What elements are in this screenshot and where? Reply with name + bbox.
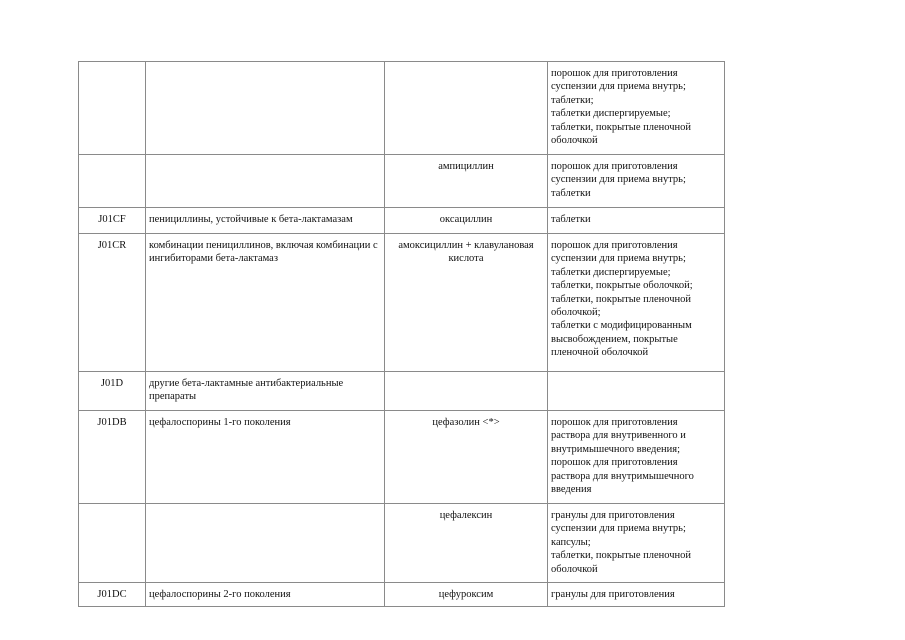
dosage-form-line: высвобождением, покрытые [551,333,678,345]
drug-name-cell [385,372,548,411]
dosage-form-line: раствора для внутривенного и [551,430,686,442]
table-row [79,372,725,411]
dosage-form-line: порошок для приготовления [551,68,678,79]
pharmacological-group-cell: другие бета-лактамные антибактериальные препараты [146,372,385,411]
atc-code-cell: J01DB [79,411,146,504]
dosage-form-line: суспензии для приема внутрь; [551,81,686,93]
table-body [79,62,725,607]
dosage-form-line: раствора для внутримышечного [551,470,694,482]
drug-name-cell [385,62,548,155]
atc-code-cell [79,155,146,208]
dosage-form-cell [548,155,725,208]
dosage-form-line: внутримышечного введения; [551,443,681,455]
pharmacological-group-cell [146,62,385,155]
pharmacological-group-cell [146,155,385,208]
dosage-form-cell [548,411,725,504]
dosage-form-line: порошок для приготовления [551,161,678,172]
atc-code-cell: J01CR [79,234,146,372]
dosage-form-line: порошок для приготовления [551,240,678,251]
dosage-form-line: таблетки, покрытые оболочкой; [551,280,693,292]
atc-code-cell [79,504,146,583]
dosage-form-line: порошок для приготовления [551,457,678,469]
pharmacological-group-cell: пенициллины, устойчивые к бета-лактамазам [146,208,385,234]
dosage-form-line: таблетки диспергируемые; [551,108,671,120]
drug-name-cell: амоксициллин + клавулановая кислота [385,234,548,372]
pharmacological-group-cell: цефалоспорины 1-го поколения [146,411,385,504]
table-row [79,208,725,234]
dosage-form-line: суспензии для приема внутрь; [551,523,686,535]
table-row [79,234,725,372]
dosage-form-line: оболочкой [551,563,598,575]
dosage-form-line: оболочкой [551,135,598,147]
pharmacological-group-cell: комбинации пенициллинов, включая комбинации с ингибиторами бета-лактамаз [146,234,385,372]
dosage-form-line: таблетки, покрытые пленочной [551,550,692,562]
pharmacological-group-cell: цефалоспорины 2-го поколения [146,583,385,607]
dosage-form-cell [548,583,725,607]
dosage-form-line: таблетки с модифицированным [551,320,692,332]
medication-table [78,61,725,607]
dosage-form-line: таблетки; [551,94,594,106]
table-row [79,411,725,504]
table-row [79,62,725,155]
dosage-form-cell [548,208,725,234]
dosage-form-line: таблетки, покрытые пленочной [551,293,692,305]
dosage-form-line: введения [551,484,592,496]
table-row [79,155,725,208]
dosage-form-line: порошок для приготовления [551,417,678,428]
atc-code-cell: J01D [79,372,146,411]
dosage-form-line: оболочкой; [551,307,601,319]
drug-name-cell: ампициллин [385,155,548,208]
table-row [79,504,725,583]
atc-code-cell: J01DC [79,583,146,607]
dosage-form-line: пленочной оболочкой [551,347,649,359]
dosage-form-cell [548,372,725,411]
atc-code-cell: J01CF [79,208,146,234]
dosage-form-line: таблетки [551,214,591,225]
dosage-form-cell [548,234,725,372]
drug-name-cell: цефуроксим [385,583,548,607]
dosage-form-cell [548,504,725,583]
dosage-form-line: суспензии для приема внутрь; [551,174,686,186]
dosage-form-line: таблетки, покрытые пленочной [551,121,692,133]
dosage-form-line: гранулы для приготовления [551,510,675,521]
pharmacological-group-cell [146,504,385,583]
dosage-form-line: суспензии для приема внутрь; [551,253,686,265]
dosage-form-line: гранулы для приготовления [551,589,675,600]
dosage-form-line: таблетки [551,187,591,199]
drug-name-cell: цефазолин <*> [385,411,548,504]
table-row [79,583,725,607]
atc-code-cell [79,62,146,155]
drug-name-cell: цефалексин [385,504,548,583]
drug-name-cell: оксациллин [385,208,548,234]
dosage-form-cell [548,62,725,155]
dosage-form-line: капсулы; [551,536,591,548]
dosage-form-line: таблетки диспергируемые; [551,266,671,278]
